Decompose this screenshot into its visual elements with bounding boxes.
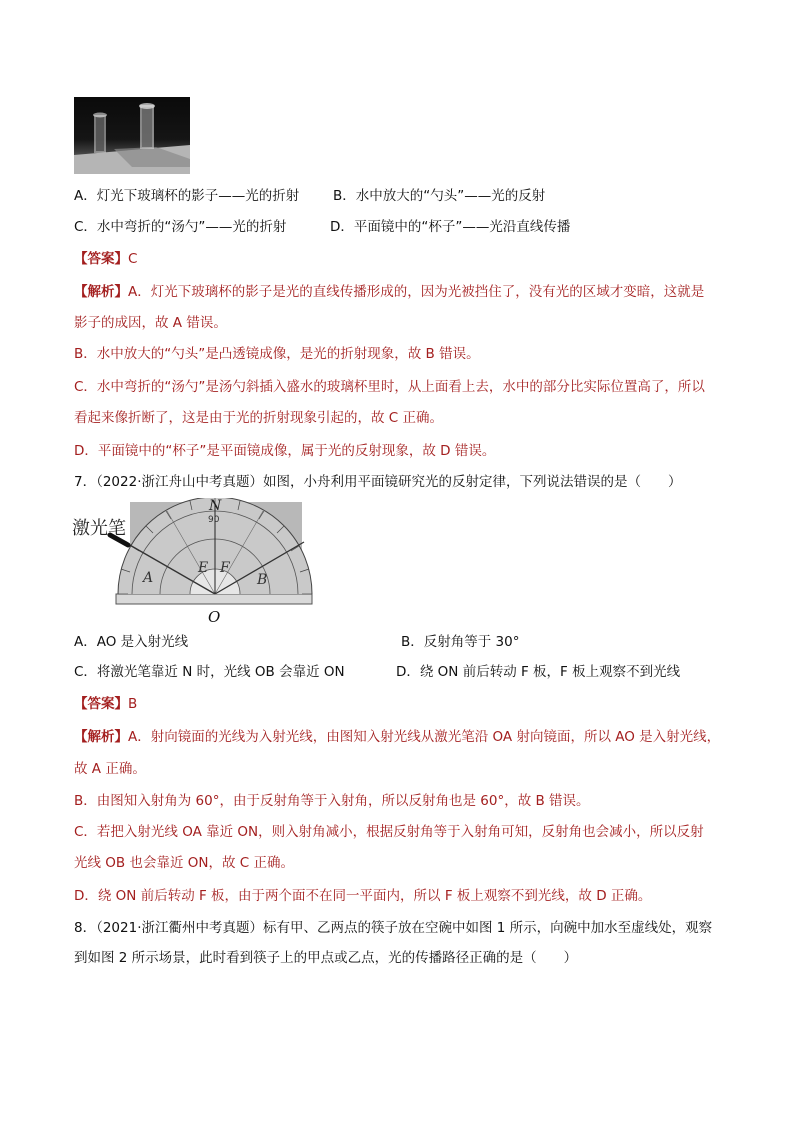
analysis-label: 【解析】 — [74, 284, 128, 300]
q8-stem-line-2: 到如图 2 所示场景，此时看到筷子上的甲点或乙点，光的传播路径正确的是（ ） — [74, 950, 578, 966]
label-A: A — [143, 570, 154, 586]
analysis-label: 【解析】 — [74, 729, 128, 745]
answer-label: 【答案】 — [74, 251, 128, 267]
answer-value: B — [128, 696, 138, 712]
q6-option-b: B．水中放大的“勺头”——光的反射 — [333, 188, 546, 204]
q7-option-b: B．反射角等于 30° — [401, 634, 520, 650]
q6-analysis-line-3: B．水中放大的“勺头”是凸透镜成像，是光的折射现象，故 B 错误。 — [74, 346, 480, 362]
q7-analysis-line-4: C．若把入射光线 OA 靠近 ON，则入射角减小，根据反射角等于入射角可知，反射角也会减小，所以反射 — [74, 824, 704, 840]
glass-cup-photo — [74, 97, 190, 174]
q7-analysis-line-6: D．绕 ON 前后转动 F 板，由于两个面不在同一平面内，所以 F 板上观察不到光线，故 D 正确。 — [74, 888, 652, 904]
answer-label: 【答案】 — [74, 696, 128, 712]
q6-analysis-line-4: C．水中弯折的“汤勺”是汤勺斜插入盛水的玻璃杯里时，从上面看上去，水中的部分比实际位置高了，所以 — [74, 379, 705, 395]
ruler-base — [116, 594, 312, 604]
label-N: N — [209, 498, 222, 514]
q7-analysis-line-2: 故 A 正确。 — [74, 761, 146, 777]
answer-value: C — [128, 251, 138, 267]
q7-option-d: D．绕 ON 前后转动 F 板，F 板上观察不到光线 — [396, 664, 681, 680]
label-O: O — [208, 608, 221, 626]
label-90: 90 — [208, 515, 220, 525]
q6-option-a: A．灯光下玻璃杯的影子——光的折射 — [74, 188, 300, 204]
laser-pen-label: 激光笔 — [72, 518, 126, 539]
q7-answer — [74, 694, 137, 714]
q6-analysis-line-1: 【解析】A．灯光下玻璃杯的影子是光的直线传播形成的，因为光被挡住了，没有光的区域才变暗，这就是 — [74, 284, 705, 300]
q7-analysis-line-3: B．由图知入射角为 60°，由于反射角等于入射角，所以反射角也是 60°，故 B 错误。 — [74, 793, 590, 809]
q7-option-c: C．将激光笔靠近 N 时，光线 OB 会靠近 ON — [74, 664, 345, 680]
q6-option-c: C．水中弯折的“汤勺”——光的折射 — [74, 219, 287, 235]
q6-analysis-line-2: 影子的成因，故 A 错误。 — [74, 315, 227, 331]
q7-analysis-line-1: 【解析】A．射向镜面的光线为入射光线，由图知入射光线从激光笔沿 OA 射向镜面，所以 AO 是入射光线， — [74, 729, 721, 745]
q6-analysis-line-6: D．平面镜中的“杯子”是平面镜成像，属于光的反射现象，故 D 错误。 — [74, 443, 496, 459]
q8-stem-line-1: 8．（2021·浙江衢州中考真题）标有甲、乙两点的筷子放在空碗中如图 1 所示，向碗中加水至虚线处，观察 — [74, 920, 713, 936]
label-F: F — [220, 560, 230, 576]
q7-stem: 7．（2022·浙江舟山中考真题）如图，小舟利用平面镜研究光的反射定律，下列说法错误的是（ ） — [74, 474, 682, 490]
label-E: E — [198, 560, 209, 576]
q7-analysis-line-5: 光线 OB 也会靠近 ON，故 C 正确。 — [74, 855, 294, 871]
q7-option-a: A．AO 是入射光线 — [74, 634, 189, 650]
q6-answer — [74, 249, 137, 269]
q6-analysis-line-5: 看起来像折断了，这是由于光的折射现象引起的，故 C 正确。 — [74, 410, 444, 426]
q6-option-d: D．平面镜中的“杯子”——光沿直线传播 — [330, 219, 571, 235]
label-B: B — [257, 572, 268, 588]
protractor-figure — [70, 498, 320, 628]
